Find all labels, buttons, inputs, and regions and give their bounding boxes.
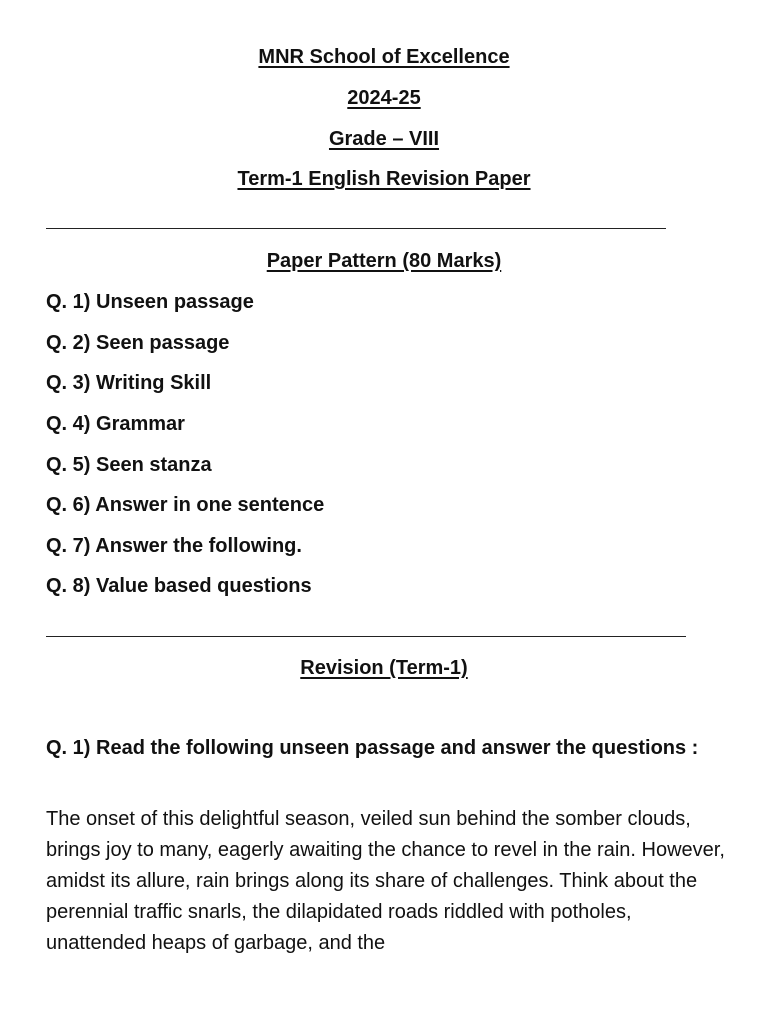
school-name: MNR School of Excellence: [258, 46, 510, 68]
pattern-item: Q. 2) Seen passage: [46, 332, 230, 354]
pattern-heading: Paper Pattern (80 Marks): [266, 250, 502, 272]
divider-middle: [46, 636, 686, 637]
pattern-item: Q. 3) Writing Skill: [46, 372, 212, 394]
divider-top: [46, 228, 666, 229]
pattern-item: Q. 7) Answer the following.: [46, 535, 302, 557]
paper-title: Term-1 English Revision Paper: [237, 168, 531, 190]
pattern-item: Q. 1) Unseen passage: [46, 291, 254, 313]
pattern-item: Q. 8) Value based questions: [46, 575, 312, 597]
pattern-item: Q. 4) Grammar: [46, 413, 185, 435]
pattern-item: Q. 5) Seen stanza: [46, 454, 212, 476]
pattern-item: Q. 6) Answer in one sentence: [46, 494, 325, 516]
revision-heading: Revision (Term-1): [300, 657, 468, 679]
grade-heading: Grade – VIII: [328, 128, 440, 150]
academic-year: 2024-25: [347, 87, 421, 109]
unseen-passage: The onset of this delightful season, veiled sun behind the somber clouds, brings joy to many, eagerly awaiting the chance to revel in the rain. However, amidst its allure, rain brings along its share of challenges. Think about the perennial traffic snarls, the dilapidated roads riddled with potholes, unattended heaps of garbage, and the: [46, 808, 725, 954]
question-1-prompt: Q. 1) Read the following unseen passage and answer the questions :: [46, 737, 699, 759]
